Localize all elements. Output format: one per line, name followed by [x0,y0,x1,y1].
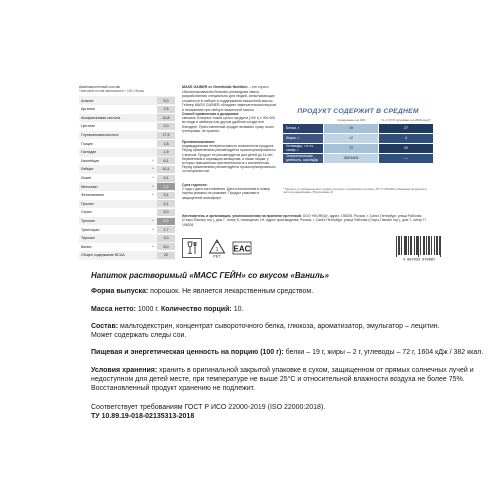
energy-line [91,348,486,357]
amino-title: Аминокислотный состав [79,85,120,89]
essential-mark: * [152,227,154,232]
amino-value: 1,9 [157,149,175,156]
amino-value: 22 [157,252,175,259]
barcode-bar [399,236,400,255]
amino-value: 3,1 [157,192,175,199]
amino-name: Общее содержание BCAA [81,253,125,258]
chart-row [283,124,433,133]
chart-column-headers [325,119,433,123]
amino-row [79,191,175,200]
chart-row-value: 382/1604 [324,154,378,163]
barcode-icon [394,235,444,261]
chart-row-percent: 4 [379,134,433,143]
storage-note: Восстановленный продукт хранению не подлежит. [91,385,255,393]
chart-row-label: Углеводы, г в т.ч. сахар, г [283,144,323,153]
form-label: Форма выпуска: [91,288,149,295]
amino-value: 5,0 [157,209,175,216]
amino-value: 1,7 [157,226,175,233]
amino-row [79,165,175,174]
usage-heading: Способ применения и дозировка: [182,112,240,116]
nutrition-chart [283,108,433,188]
barcode-bar [431,236,432,255]
barcode-bar [434,236,435,255]
amino-name: Тирозин [81,236,95,241]
essential-mark: * [152,193,154,198]
amino-name: Лизин [81,176,92,181]
energy-value: белки – 19 г, жиры – 2 г, углеводы – 72 г, 1604 кДж / 382 ккал. [283,349,484,356]
storage-label: Условия хранения: [91,367,158,374]
shelf-text: 2 года с даты изготовления. Дата изготовления и номер партии указаны на упаковке. Продукт упакован в защищённой атмосфере. [182,187,270,200]
amino-row [79,96,175,105]
wine-glass-fork-icon [182,238,202,258]
chart-col1: Содержание на 100 г [337,118,367,122]
certification-icons [182,238,252,258]
shelf-heading: Срок годности: [182,183,208,187]
barcode-bar [417,236,418,255]
amino-name: Аланин [81,98,94,103]
mass-value: 1000 г. [135,306,161,313]
barcode-bar [408,236,409,255]
essential-mark: * [152,219,154,224]
amino-value: 6,0 [157,243,175,250]
amino-name: Лейцин [81,167,94,172]
chart-row-value: 19 [324,124,378,133]
barcode [394,235,444,266]
contra-text: индивидуальная непереносимость компонентов продукта. Перед применением рекомендуется проконсультироваться с врачом. Продукт не рекомендуется для детей до 14 лет, беременным и кормящим женщинам, а также лицам, у которых повышенная чувствительность к компонентам. Перед применением рекомендуется проконсультироваться со специалистом. [182,144,276,174]
amino-row [79,251,175,260]
amino-value: 2,0 [157,123,175,130]
essential-mark: * [152,167,154,172]
amino-row [79,122,175,131]
chart-row-label: Белки, г [283,124,323,133]
amino-row [79,182,175,191]
amino-name: Валин [81,244,92,249]
portions-value: 10. [231,306,244,313]
eac-text: EAC [233,244,251,254]
amino-row [79,243,175,252]
composition-block [91,322,486,340]
barcode-bar [426,236,427,255]
essential-mark: * [152,176,154,181]
intro-text [182,85,278,113]
barcode-bar [440,236,441,257]
chart-col2: % от РСП (основано на 2000 ккал)* [381,118,431,122]
amino-name: Глицин [81,141,93,146]
barcode-bar [439,236,440,255]
chart-row-value: 72 [324,144,378,153]
pet-number: 1 [215,247,219,253]
form-line [91,287,486,296]
amino-value: 2,5 [157,106,175,113]
chart-row [283,134,433,143]
amino-row [79,208,175,217]
essential-mark: * [152,158,154,163]
chart-rows [283,124,433,163]
amino-row [79,114,175,123]
amino-rows [79,96,175,259]
amino-value: 10,1 [157,166,175,173]
manufacturer-info [182,214,432,227]
amino-row [79,234,175,243]
barcode-bar [416,236,417,255]
amino-value: 1,8 [157,140,175,147]
product-title: Напиток растворимый «МАСС ГЕЙН» со вкусом «Ваниль» [91,271,329,280]
amino-value: 3,0 [157,235,175,242]
barcode-bar [429,236,430,255]
amino-value: 2,2 [157,183,175,190]
barcode-bar [405,236,406,255]
contra-section [182,140,278,174]
storage-value: хранить в оригинальной закрытой упаковке в сухом, защищенном от прямых солнечных лучей и недоступном для детей месте, при температуре не выше 25°C и относительной влажности воздуха не более 75%. [91,367,474,384]
comp-note: Может содержать следы сои. [91,332,187,340]
amino-name: Серин [81,210,92,215]
barcode-bar [436,236,437,255]
barcode-bar [401,236,402,255]
essential-mark: * [152,244,154,249]
standards-block [91,403,486,421]
contra-heading: Противопоказания: [182,140,215,144]
portions-label: Количество порций: [160,306,232,313]
amino-row [79,148,175,157]
amino-value: 5,1 [157,200,175,207]
amino-name: Аспарагиновая кислота [81,115,121,120]
amino-value: 10,8 [157,114,175,121]
shelf-section [182,183,278,200]
mass-label: Масса нетто: [91,306,136,313]
barcode-bar [418,236,419,257]
barcode-digits: 4 607033 670087 [402,258,436,261]
amino-row [79,225,175,234]
recycle-pet-icon [207,238,227,258]
barcode-bar [420,236,421,255]
amino-row [79,139,175,148]
barcode-bar [428,236,429,255]
amino-name: Треонин [81,219,95,224]
comp-label: Состав: [91,323,119,330]
amino-name: Фенилаланин [81,193,104,198]
form-value: порошок. Не является лекарственным средством. [148,288,314,295]
amino-value: 6,9 [157,218,175,225]
amino-row [79,217,175,226]
usage-section [182,112,278,133]
amino-name: Изолейцин [81,158,100,163]
amino-row [79,105,175,114]
barcode-bar [437,236,438,255]
barcode-bar [414,236,415,255]
chart-footnote: * Процент от рекомендуемого уровня суточного потребления согласно ТР ТС 022/2011 «Пищевая продукция в части её маркировки» (Приложение 2) [283,187,427,195]
amino-value: 6,1 [157,157,175,164]
chart-title: ПРОДУКТ СОДЕРЖИТ В СРЕДНЕМ [297,108,419,115]
eac-icon [232,238,252,258]
intro-body: – это строго сбалансированная белково-углеводная смесь, разработанная специально для людей, испытывающих сложности в наборе и поддержании мышечной массы. Гейнер MASS GAINER обладает замечательным вкусом и незаменим при наборе мышечной массы [182,85,277,112]
amino-name: Пролин [81,201,94,206]
pet-label: PET [213,253,221,258]
usage-text: смешать 5 мерных ложек сухого продукта (100 г) с 300-400 мл воды в шейкере или другом удобном сосуде или блендере. Приготовленный продукт выпивать сразу после тренировки, не хранить. [182,116,276,133]
maker-heading: Изготовитель и организация, уполномоченная на принятие претензий: [182,214,302,218]
chart-row-percent: 27 [379,124,433,133]
energy-label: Пищевая и энергетическая ценность на порцию (100 г): [91,349,284,356]
barcode-bar [410,236,411,255]
chart-row-percent: — [379,154,433,163]
comp-value: мальтодекстрин, концентрат сывороточного белка, глюкоза, ароматизатор, эмульгатор – лецитин. [118,323,440,330]
gost-line: Соответствует требованиям ГОСТ Р ИСО 22000-2019 (ISO 22000:2018). [91,404,326,411]
amino-row [79,131,175,140]
amino-row [79,200,175,209]
chart-row-label: Энергетическая ценность, ккал/кДж [283,154,323,163]
amino-value: 5,0 [157,97,175,104]
amino-name: Цистеин [81,124,96,129]
chart-row [283,144,433,153]
chart-row-value: <2 [324,134,378,143]
amino-row [79,174,175,183]
amino-name: Аргинин [81,107,95,112]
chart-row-label: Жиры, г [283,134,323,143]
storage-block [91,366,486,394]
chart-row-percent: 20 [379,144,433,153]
essential-mark: * [152,184,154,189]
tu-line: ТУ 10.89.19-018-02135313-2018 [91,413,195,421]
chart-row [283,154,433,163]
barcode-bar [406,236,407,255]
amino-row [79,157,175,166]
barcode-bar [411,236,412,255]
barcode-bar [396,236,397,257]
amino-name: Глутаминовая кислота [81,133,119,138]
barcode-bar [424,236,425,255]
amino-name: Метионин [81,184,98,189]
intro-brand: MASS GAINER от Geneticlab Nutrition [182,85,248,89]
amino-subtitle: Типичный состав аминокислот / 100 г белка [79,89,144,94]
barcode-bar [423,236,424,255]
mass-line [91,305,486,314]
amino-name: Гистидин [81,150,97,155]
amino-name: Триптофан [81,227,100,232]
maker-text: ООО «ФОФЕД», адрес: 198205, Россия, г. Санкт-Петербург, улица Рабочая (Старо-Паново тер.), дом 7, литер К, помещение 1Н. Адрес производства: Россия, г. Санкт-Петербург, улица Рабочая (Старо-Паново тер.), дом 7, литер П, 198205. [182,214,427,227]
barcode-bar [398,236,399,255]
amino-value: 9,1 [157,175,175,182]
barcode-bar [404,236,405,255]
amino-acid-table [79,85,175,260]
amino-value: 17,5 [157,132,175,139]
